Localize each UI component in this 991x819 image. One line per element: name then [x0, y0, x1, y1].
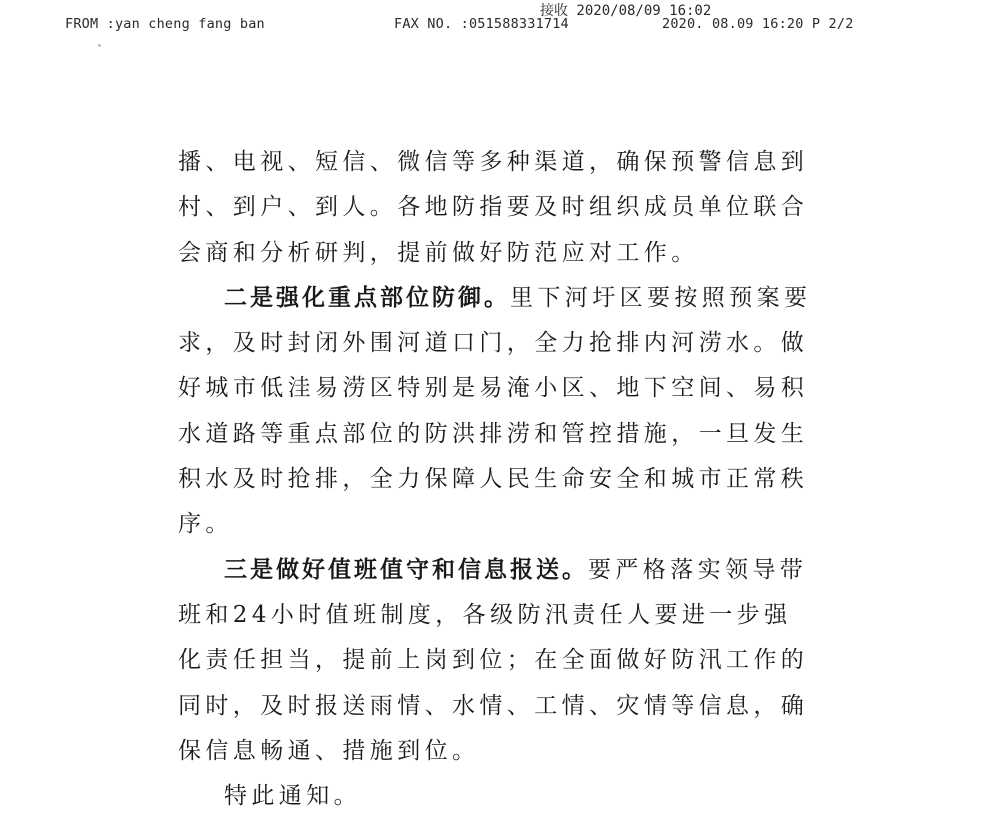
section-3-paragraph [178, 548, 818, 774]
fax-date-page: 2020. 08.09 16:20 P 2/2 [662, 16, 854, 32]
received-stamp: 接收 2020/08/09 16:02 [540, 3, 712, 19]
section-2-text: 里下河圩区要按照预案要求，及时封闭外围河道口门，全力抢排内河涝水。做好城市低洼易涝区特别是易淹小区、地下空间、易积水道路等重点部位的防洪排涝和管控措施，一旦发生积水及时抢排，全力保障人民生命安全和城市正常秩序。 [178, 284, 812, 538]
section-2-paragraph [178, 276, 818, 548]
section-3-text: 要严格落实领导带班和24小时值班制度，各级防汛责任人要进一步强化责任担当，提前上岗到位；在全面做好防汛工作的同时，及时报送雨情、水情、工情、灾情等信息，确保信息畅通、措施到位。 [178, 556, 809, 764]
document-body [178, 140, 818, 819]
scan-speck [98, 44, 101, 47]
paragraph-1: 播、电视、短信、微信等多种渠道，确保预警信息到村、到户、到人。各地防指要及时组织成员单位联合会商和分析研判，提前做好防范应对工作。 [178, 149, 809, 266]
section-3-lead: 三是做好值班值守和信息报送。 [224, 556, 588, 583]
section-2-lead: 二是强化重点部位防御。 [224, 284, 510, 311]
fax-header [0, 16, 991, 36]
fax-number: FAX NO. :051588331714 [394, 16, 569, 32]
fax-from: FROM :yan cheng fang ban [65, 16, 265, 32]
closing-line: 特此通知。 [224, 783, 361, 810]
